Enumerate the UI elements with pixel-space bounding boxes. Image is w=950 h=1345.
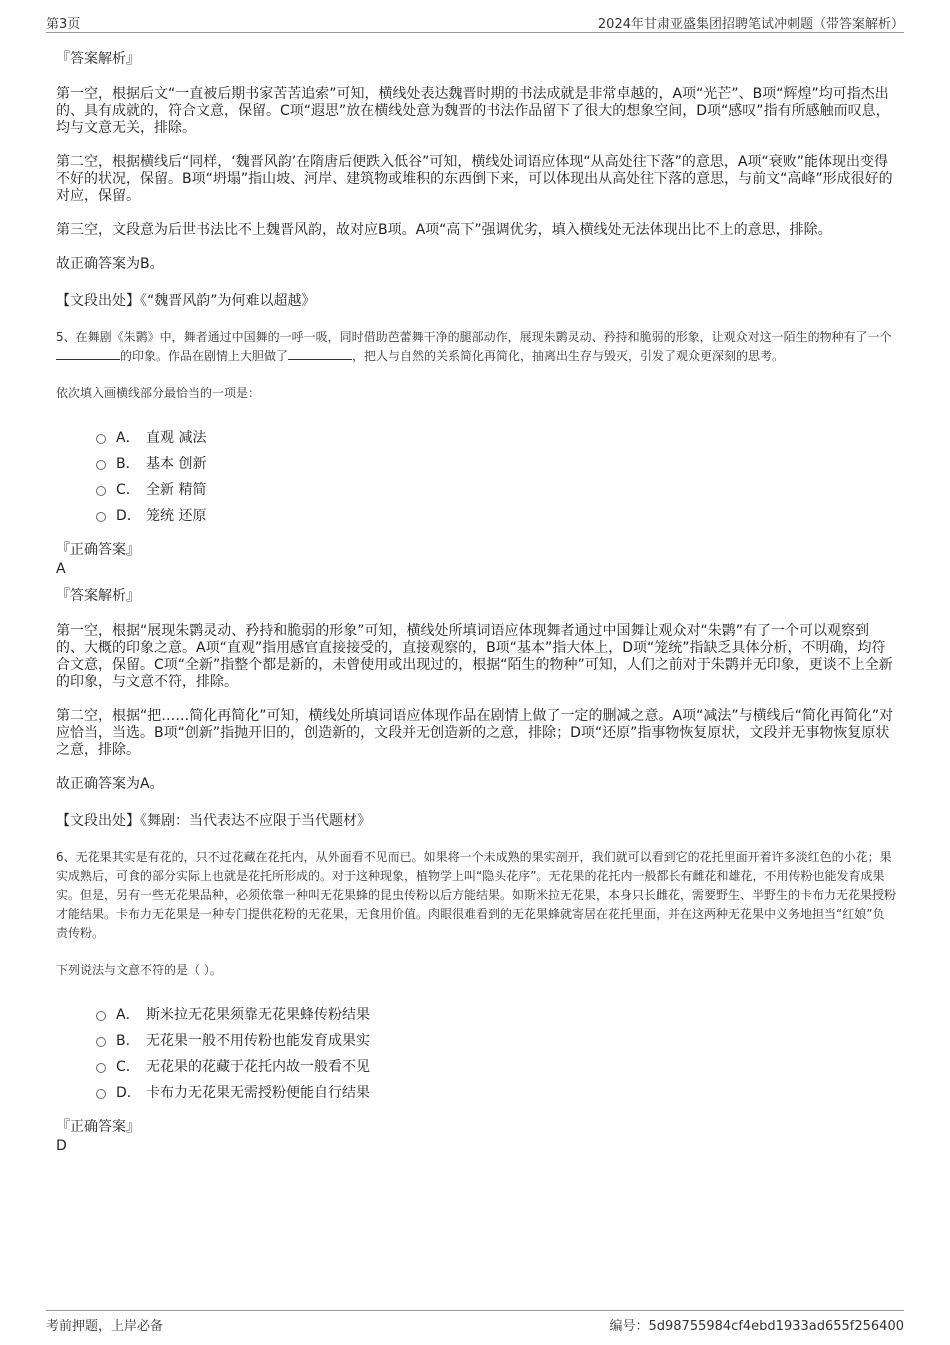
correct-answer: A	[56, 561, 66, 577]
radio-icon[interactable]	[96, 1089, 106, 1099]
page-content	[56, 44, 896, 1162]
option-a[interactable]: A． 直观 减法	[96, 425, 896, 451]
blank-line	[288, 347, 352, 360]
option-c[interactable]: C． 全新 精简	[96, 477, 896, 503]
radio-icon[interactable]	[96, 486, 106, 496]
analysis-tag: 『答案解析』	[56, 51, 140, 67]
question-5-options	[96, 425, 896, 529]
correct-answer: D	[56, 1138, 67, 1154]
answer-conclusion: 故正确答案为B。	[56, 256, 164, 272]
source-citation: 【文段出处】《“魏晋风韵”为何难以超越》	[56, 293, 316, 309]
option-b[interactable]: B． 无花果一般不用传粉也能发育成果实	[96, 1028, 896, 1054]
correct-answer-tag: 『正确答案』	[56, 542, 140, 558]
option-c[interactable]: C． 无花果的花藏于花托内故一般看不见	[96, 1054, 896, 1080]
analysis-paragraph: 第二空，根据“把……简化再简化”可知，横线处所填词语应体现作品在剧情上做了一定的删减之意。A项“减法”与横线后“简化再简化”对应恰当，当选。B项“创新”指抛开旧的，创造新的，文段并无创造新的之意，排除；D项“还原”指事物恢复原状，文段并无事物恢复原状之意，排除。	[56, 708, 894, 758]
page-header	[46, 10, 904, 33]
question-6-options	[96, 1002, 896, 1106]
radio-icon[interactable]	[96, 512, 106, 522]
document-title: 2024年甘肃亚盛集团招聘笔试冲刺题（带答案解析）	[597, 17, 904, 32]
analysis-paragraph: 第一空，根据后文“一直被后期书家苦苦追索”可知，横线处表达魏晋时期的书法成就是非常卓越的，A项“光芒”、B项“辉煌”均可指杰出的、具有成就的，符合文意，保留。C项“遐思”放在横线处意为魏晋的书法作品留下了很大的想象空间，D项“感叹”指有所感触而叹息，均与文意无关，排除。	[56, 86, 890, 136]
option-a[interactable]: A． 斯米拉无花果须靠无花果蜂传粉结果	[96, 1002, 896, 1028]
blank-line	[56, 347, 120, 360]
analysis-paragraph: 第二空，根据横线后“同样，‘魏晋风韵’在隋唐后便跌入低谷”可知，横线处词语应体现“从高处往下落”的意思，A项“衰败”能体现出变得不好的状况，保留。B项“坍塌”指山坡、河岸、建筑物或堆积的东西倒下来，可以体现出从高处往下落的意思，与前文“高峰”形成很好的对应，保留。	[56, 154, 893, 204]
radio-icon[interactable]	[96, 1037, 106, 1047]
footer-slogan: 考前押题，上岸必备	[46, 1319, 164, 1334]
answer-conclusion: 故正确答案为A。	[56, 776, 164, 792]
source-citation: 【文段出处】《舞剧：当代表达不应限于当代题材》	[56, 813, 371, 829]
radio-icon[interactable]	[96, 460, 106, 470]
option-d[interactable]: D． 卡布力无花果无需授粉便能自行结果	[96, 1080, 896, 1106]
question-5-prompt: 依次填入画横线部分最恰当的一项是：	[56, 386, 261, 400]
page-footer	[46, 1310, 904, 1335]
option-b[interactable]: B． 基本 创新	[96, 451, 896, 477]
document-code: 编号：5d98755984cf4ebd1933ad655f256400	[609, 1319, 904, 1334]
analysis-paragraph: 第一空，根据“展现朱鹮灵动、矜持和脆弱的形象”可知，横线处所填词语应体现舞者通过中国舞让观众对“朱鹮”有了一个可以观察到的、大概的印象之意。A项“直观”指用感官直接接受的，直接观察的，B项“基本”指大体上，D项“笼统”指缺乏具体分析，不明确，均符合文意，保留。C项“全新”指整个都是新的，未曾使用或出现过的，根据“陌生的物种”可知，人们之前对于朱鹮并无印象，更谈不上全新的印象，与文意不符，排除。	[56, 623, 893, 690]
analysis-tag: 『答案解析』	[56, 588, 140, 604]
question-6-prompt: 下列说法与文意不符的是（ ）。	[56, 963, 222, 977]
option-d[interactable]: D． 笼统 还原	[96, 503, 896, 529]
analysis-paragraph: 第三空，文段意为后世书法比不上魏晋风韵，故对应B项。A项“高下”强调优劣，填入横线处无法体现出比不上的意思，排除。	[56, 222, 832, 238]
radio-icon[interactable]	[96, 1063, 106, 1073]
radio-icon[interactable]	[96, 434, 106, 444]
correct-answer-tag: 『正确答案』	[56, 1119, 140, 1135]
page-number: 第3页	[46, 17, 81, 32]
radio-icon[interactable]	[96, 1011, 106, 1021]
question-6-text: 6、无花果其实是有花的，只不过花藏在花托内，从外面看不见而已。如果将一个未成熟的果实剖开，我们就可以看到它的花托里面开着许多淡红色的小花；果实成熟后，可食的部分实际上也就是花托所形成的。对于这种现象，植物学上叫“隐头花序”。无花果的花托内一般都长有雌花和雄花，不用传粉也能发育成果实。但是，另有一些无花果品种，必须依靠一种叫无花果蜂的昆虫传粉以后方能结果。如斯米拉无花果，本身只长雌花，需要野生、半野生的卡布力无花果授粉才能结果。卡布力无花果是一种专门提供花粉的无花果，无食用价值。肉眼很难看到的无花果蜂就寄居在花托里面，并在这两种无花果中义务地担当“红娘”负责传粉。	[56, 850, 897, 940]
question-5-text: 5、在舞剧《朱鹮》中，舞者通过中国舞的一呼一吸，同时借助芭蕾舞干净的腿部动作，展现朱鹮灵动、矜持和脆弱的形象，让观众对这一陌生的物种有了一个的印象。作品在剧情上大胆做了 ，把人与自然的关系简化再简化，抽离出生存与毁灭，引发了观众更深刻的思考。	[56, 330, 892, 363]
